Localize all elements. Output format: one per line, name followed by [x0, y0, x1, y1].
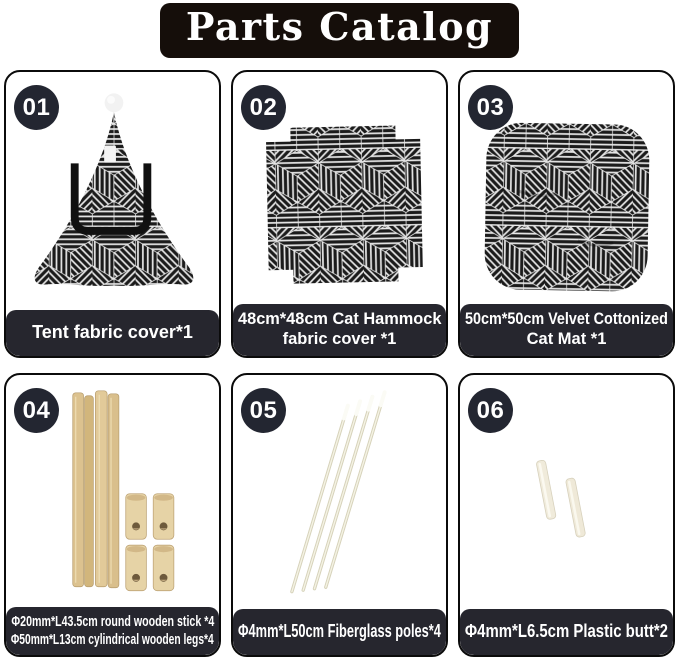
plastic-rods	[536, 460, 586, 538]
poles	[292, 392, 385, 591]
caption-wooden-sticks: Φ20mm*L43.5cm round wooden stick *4 Φ50mm*L13cm cylindrical wooden legs*4	[6, 607, 219, 655]
number-badge-02: 02	[241, 85, 286, 130]
page-title: Parts Catalog	[160, 3, 519, 58]
parts-cell-06	[458, 373, 675, 657]
round-wooden-sticks	[73, 391, 119, 588]
caption-plastic-butts: Φ4mm*L6.5cm Plastic butt*2	[460, 609, 673, 655]
pom-pom	[105, 93, 124, 112]
number-badge-04: 04	[14, 388, 59, 433]
parts-cell-02	[231, 70, 448, 358]
parts-cell-03	[458, 70, 675, 358]
caption-velvet-cat-mat: 50cm*50cm Velvet Cottonized Cat Mat *1	[460, 304, 673, 356]
caption-cat-hammock: 48cm*48cm Cat Hammock fabric cover *1	[233, 304, 446, 356]
number-badge-05: 05	[241, 388, 286, 433]
tent-tag	[104, 145, 116, 162]
caption-fiberglass-poles: Φ4mm*L50cm Fiberglass poles*4	[233, 609, 446, 655]
number-badge-03: 03	[468, 85, 513, 130]
parts-cell-05	[231, 373, 448, 657]
number-badge-06: 06	[468, 388, 513, 433]
parts-cell-04	[4, 373, 221, 657]
caption-tent-fabric-cover: Tent fabric cover*1	[6, 310, 219, 356]
parts-grid	[0, 70, 679, 657]
number-badge-01: 01	[14, 85, 59, 130]
parts-cell-01	[4, 70, 221, 358]
cylindrical-wooden-legs	[126, 494, 174, 591]
